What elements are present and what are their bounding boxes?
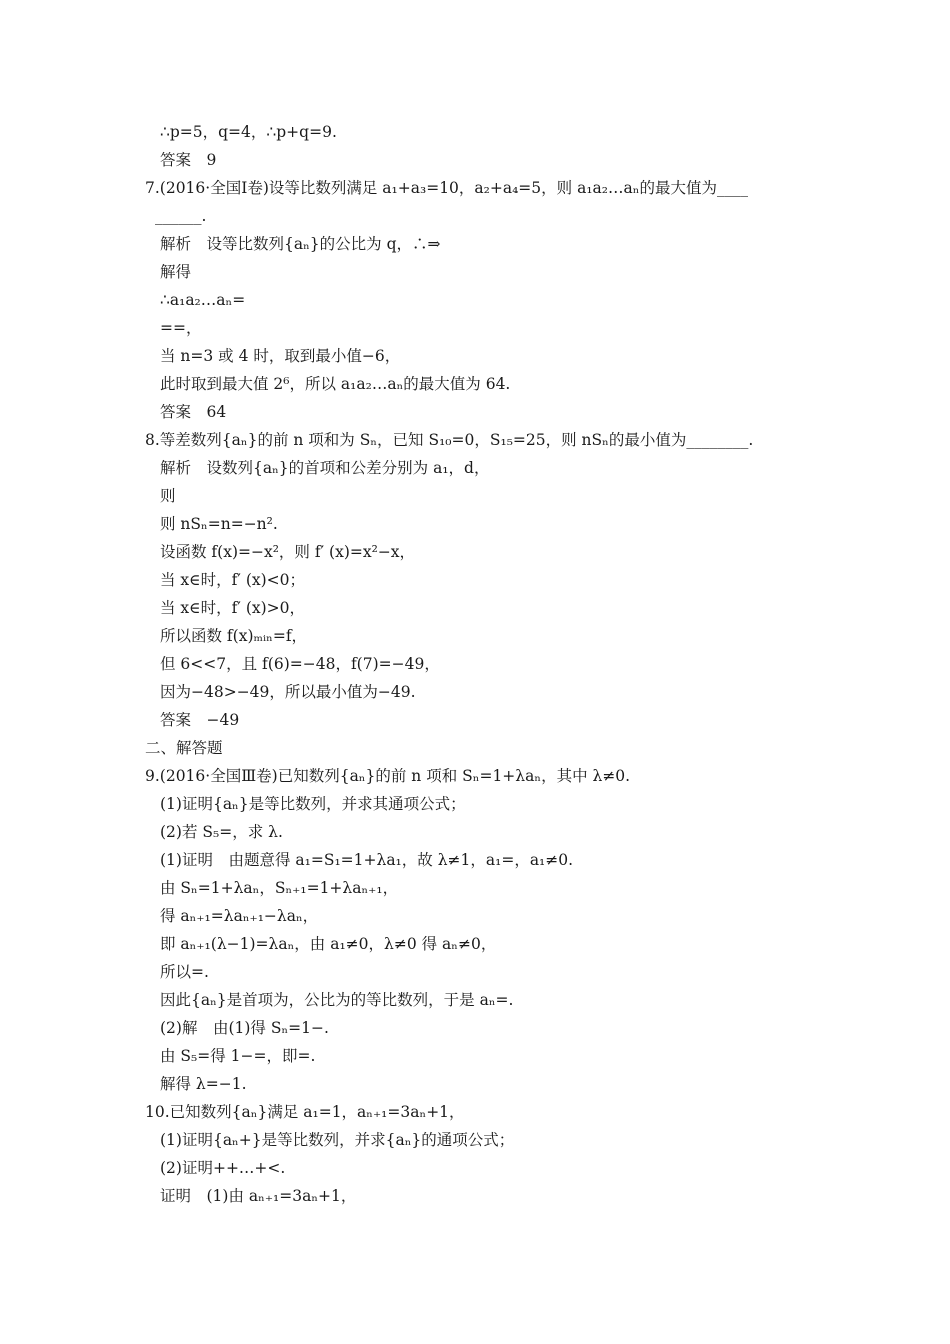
- text-line: (2)若 S₅=，求 λ.: [160, 823, 283, 841]
- text-line: 由 Sₙ=1+λaₙ，Sₙ₊₁=1+λaₙ₊₁，: [160, 879, 399, 897]
- text-line: 所以=.: [160, 963, 209, 981]
- text-line: 设函数 f(x)=−x²，则 f′ (x)=x²−x，: [160, 543, 416, 561]
- text-line: ==，: [160, 319, 202, 337]
- answer-line: 答案 9: [160, 151, 217, 169]
- text-line: 因此{aₙ}是首项为，公比为的等比数列，于是 aₙ=.: [160, 991, 514, 1009]
- text-line: 当 n=3 或 4 时，取到最小值−6，: [160, 347, 401, 365]
- text-line: 即 aₙ₊₁(λ−1)=λaₙ，由 a₁≠0，λ≠0 得 aₙ≠0，: [160, 935, 497, 953]
- text-line: 此时取到最大值 2⁶，所以 a₁a₂…aₙ的最大值为 64.: [160, 375, 511, 393]
- text-line: (1)证明 由题意得 a₁=S₁=1+λa₁，故 λ≠1，a₁=，a₁≠0.: [160, 851, 574, 869]
- text-line: 当 x∈时，f′ (x)<0；: [160, 571, 306, 589]
- text-line: (2)解 由(1)得 Sₙ=1−.: [160, 1019, 329, 1037]
- answer-line: 答案 −49: [160, 711, 240, 729]
- text-line: 得 aₙ₊₁=λaₙ₊₁−λaₙ，: [160, 907, 319, 925]
- text-line: (1)证明{aₙ+}是等比数列，并求{aₙ}的通项公式；: [160, 1131, 515, 1149]
- text-line: 证明 (1)由 aₙ₊₁=3aₙ+1，: [160, 1187, 357, 1205]
- answer-blank: ______.: [155, 207, 207, 225]
- problem-9-statement: 9.(2016·全国Ⅲ卷)已知数列{aₙ}的前 n 项和 Sₙ=1+λaₙ，其中 λ≠0.: [145, 767, 631, 785]
- analysis-line: 解析 设等比数列{aₙ}的公比为 q，∴⇒: [160, 235, 441, 253]
- problem-10-statement: 10.已知数列{aₙ}满足 a₁=1，aₙ₊₁=3aₙ+1，: [145, 1103, 465, 1121]
- problem-8-statement: 8.等差数列{aₙ}的前 n 项和为 Sₙ，已知 S₁₀=0，S₁₅=25，则 nSₙ的最小值为________.: [145, 431, 754, 449]
- text-line: 解得 λ=−1.: [160, 1075, 247, 1093]
- text-line: 则 nSₙ=n=−n².: [160, 515, 278, 533]
- text-line: (1)证明{aₙ}是等比数列，并求其通项公式；: [160, 795, 466, 813]
- problem-7-statement: 7.(2016·全国Ⅰ卷)设等比数列满足 a₁+a₃=10，a₂+a₄=5，则 a₁a₂…aₙ的最大值为____: [145, 179, 748, 197]
- text-line: 因为−48>−49，所以最小值为−49.: [160, 683, 416, 701]
- text-line: 所以函数 f(x)ₘᵢₙ=f，: [160, 627, 308, 645]
- text-line: 由 S₅=得 1−=，即=.: [160, 1047, 316, 1065]
- section-heading: 二、解答题: [145, 739, 223, 757]
- text-line: ∴p=5，q=4，∴p+q=9.: [160, 123, 337, 141]
- text-line: 解得: [160, 263, 192, 281]
- text-line: 则: [160, 487, 176, 505]
- text-line: 当 x∈时，f′ (x)>0，: [160, 599, 306, 617]
- analysis-line: 解析 设数列{aₙ}的首项和公差分别为 a₁，d，: [160, 459, 490, 477]
- text-line: ∴a₁a₂…aₙ=: [160, 291, 246, 309]
- text-line: (2)证明++…+<.: [160, 1159, 286, 1177]
- text-line: 但 6<<7，且 f(6)=−48，f(7)=−49，: [160, 655, 440, 673]
- answer-line: 答案 64: [160, 403, 227, 421]
